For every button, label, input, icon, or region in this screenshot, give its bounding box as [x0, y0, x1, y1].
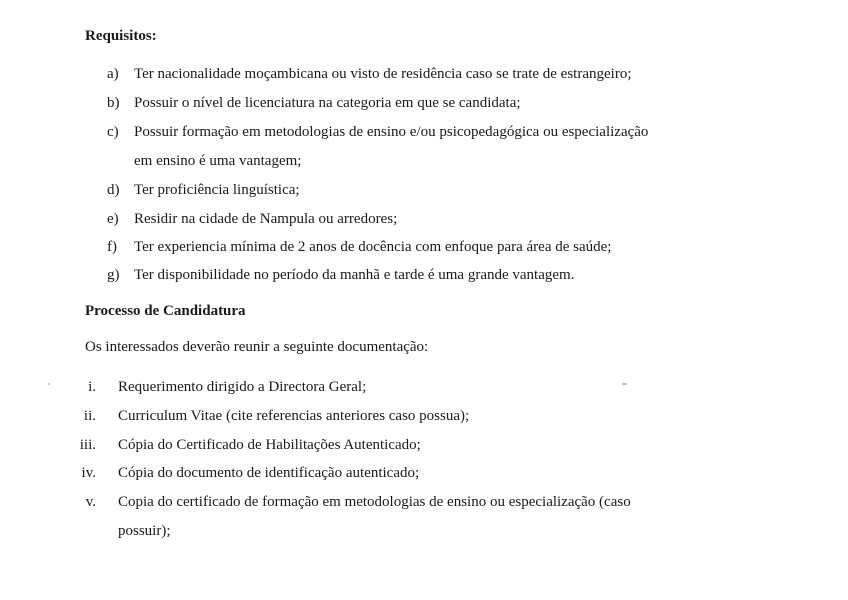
requisito-marker-g: g)	[107, 267, 120, 283]
requisito-item-d: Ter proficiência linguística;	[134, 182, 300, 198]
processo-heading: Processo de Candidatura	[85, 303, 246, 319]
documento-item-v-continuation: possuir);	[118, 523, 171, 539]
documento-item-iv: Cópia do documento de identificação autenticado;	[118, 465, 420, 481]
documento-item-v: Copia do certificado de formação em metodologias de ensino ou especialização (caso	[118, 494, 631, 510]
requisito-marker-a: a)	[107, 66, 119, 82]
requisito-marker-b: b)	[107, 95, 120, 111]
documento-marker-iii: iii.	[79, 437, 96, 453]
processo-intro: Os interessados deverão reunir a seguinte documentação:	[85, 339, 429, 355]
requisito-item-e: Residir na cidade de Nampula ou arredores;	[134, 211, 398, 227]
requisito-item-g: Ter disponibilidade no período da manhã e tarde é uma grande vantagem.	[134, 267, 575, 283]
documento-marker-v: v.	[85, 494, 96, 510]
requisito-marker-d: d)	[107, 182, 120, 198]
requisito-item-b: Possuir o nível de licenciatura na categoria em que se candidata;	[134, 95, 521, 111]
scan-speck	[622, 383, 627, 385]
requisito-item-a: Ter nacionalidade moçambicana ou visto de residência caso se trate de estrangeiro;	[134, 66, 632, 82]
requisitos-heading: Requisitos:	[85, 28, 157, 44]
requisito-item-c: Possuir formação em metodologias de ensino e/ou psicopedagógica ou especialização	[134, 124, 649, 140]
documento-marker-ii: ii.	[83, 408, 96, 424]
requisito-item-f: Ter experiencia mínima de 2 anos de docência com enfoque para área de saúde;	[134, 239, 612, 255]
documento-item-iii: Cópia do Certificado de Habilitações Autenticado;	[118, 437, 421, 453]
requisito-marker-f: f)	[107, 239, 117, 255]
scan-speck	[48, 383, 50, 385]
documento-marker-iv: iv.	[81, 465, 96, 481]
requisito-item-c-continuation: em ensino é uma vantagem;	[134, 153, 302, 169]
requisito-marker-c: c)	[107, 124, 119, 140]
documento-item-ii: Curriculum Vitae (cite referencias anteriores caso possua);	[118, 408, 470, 424]
documento-item-i: Requerimento dirigido a Directora Geral;	[118, 379, 367, 395]
requisito-marker-e: e)	[107, 211, 119, 227]
documento-marker-i: i.	[88, 379, 96, 395]
